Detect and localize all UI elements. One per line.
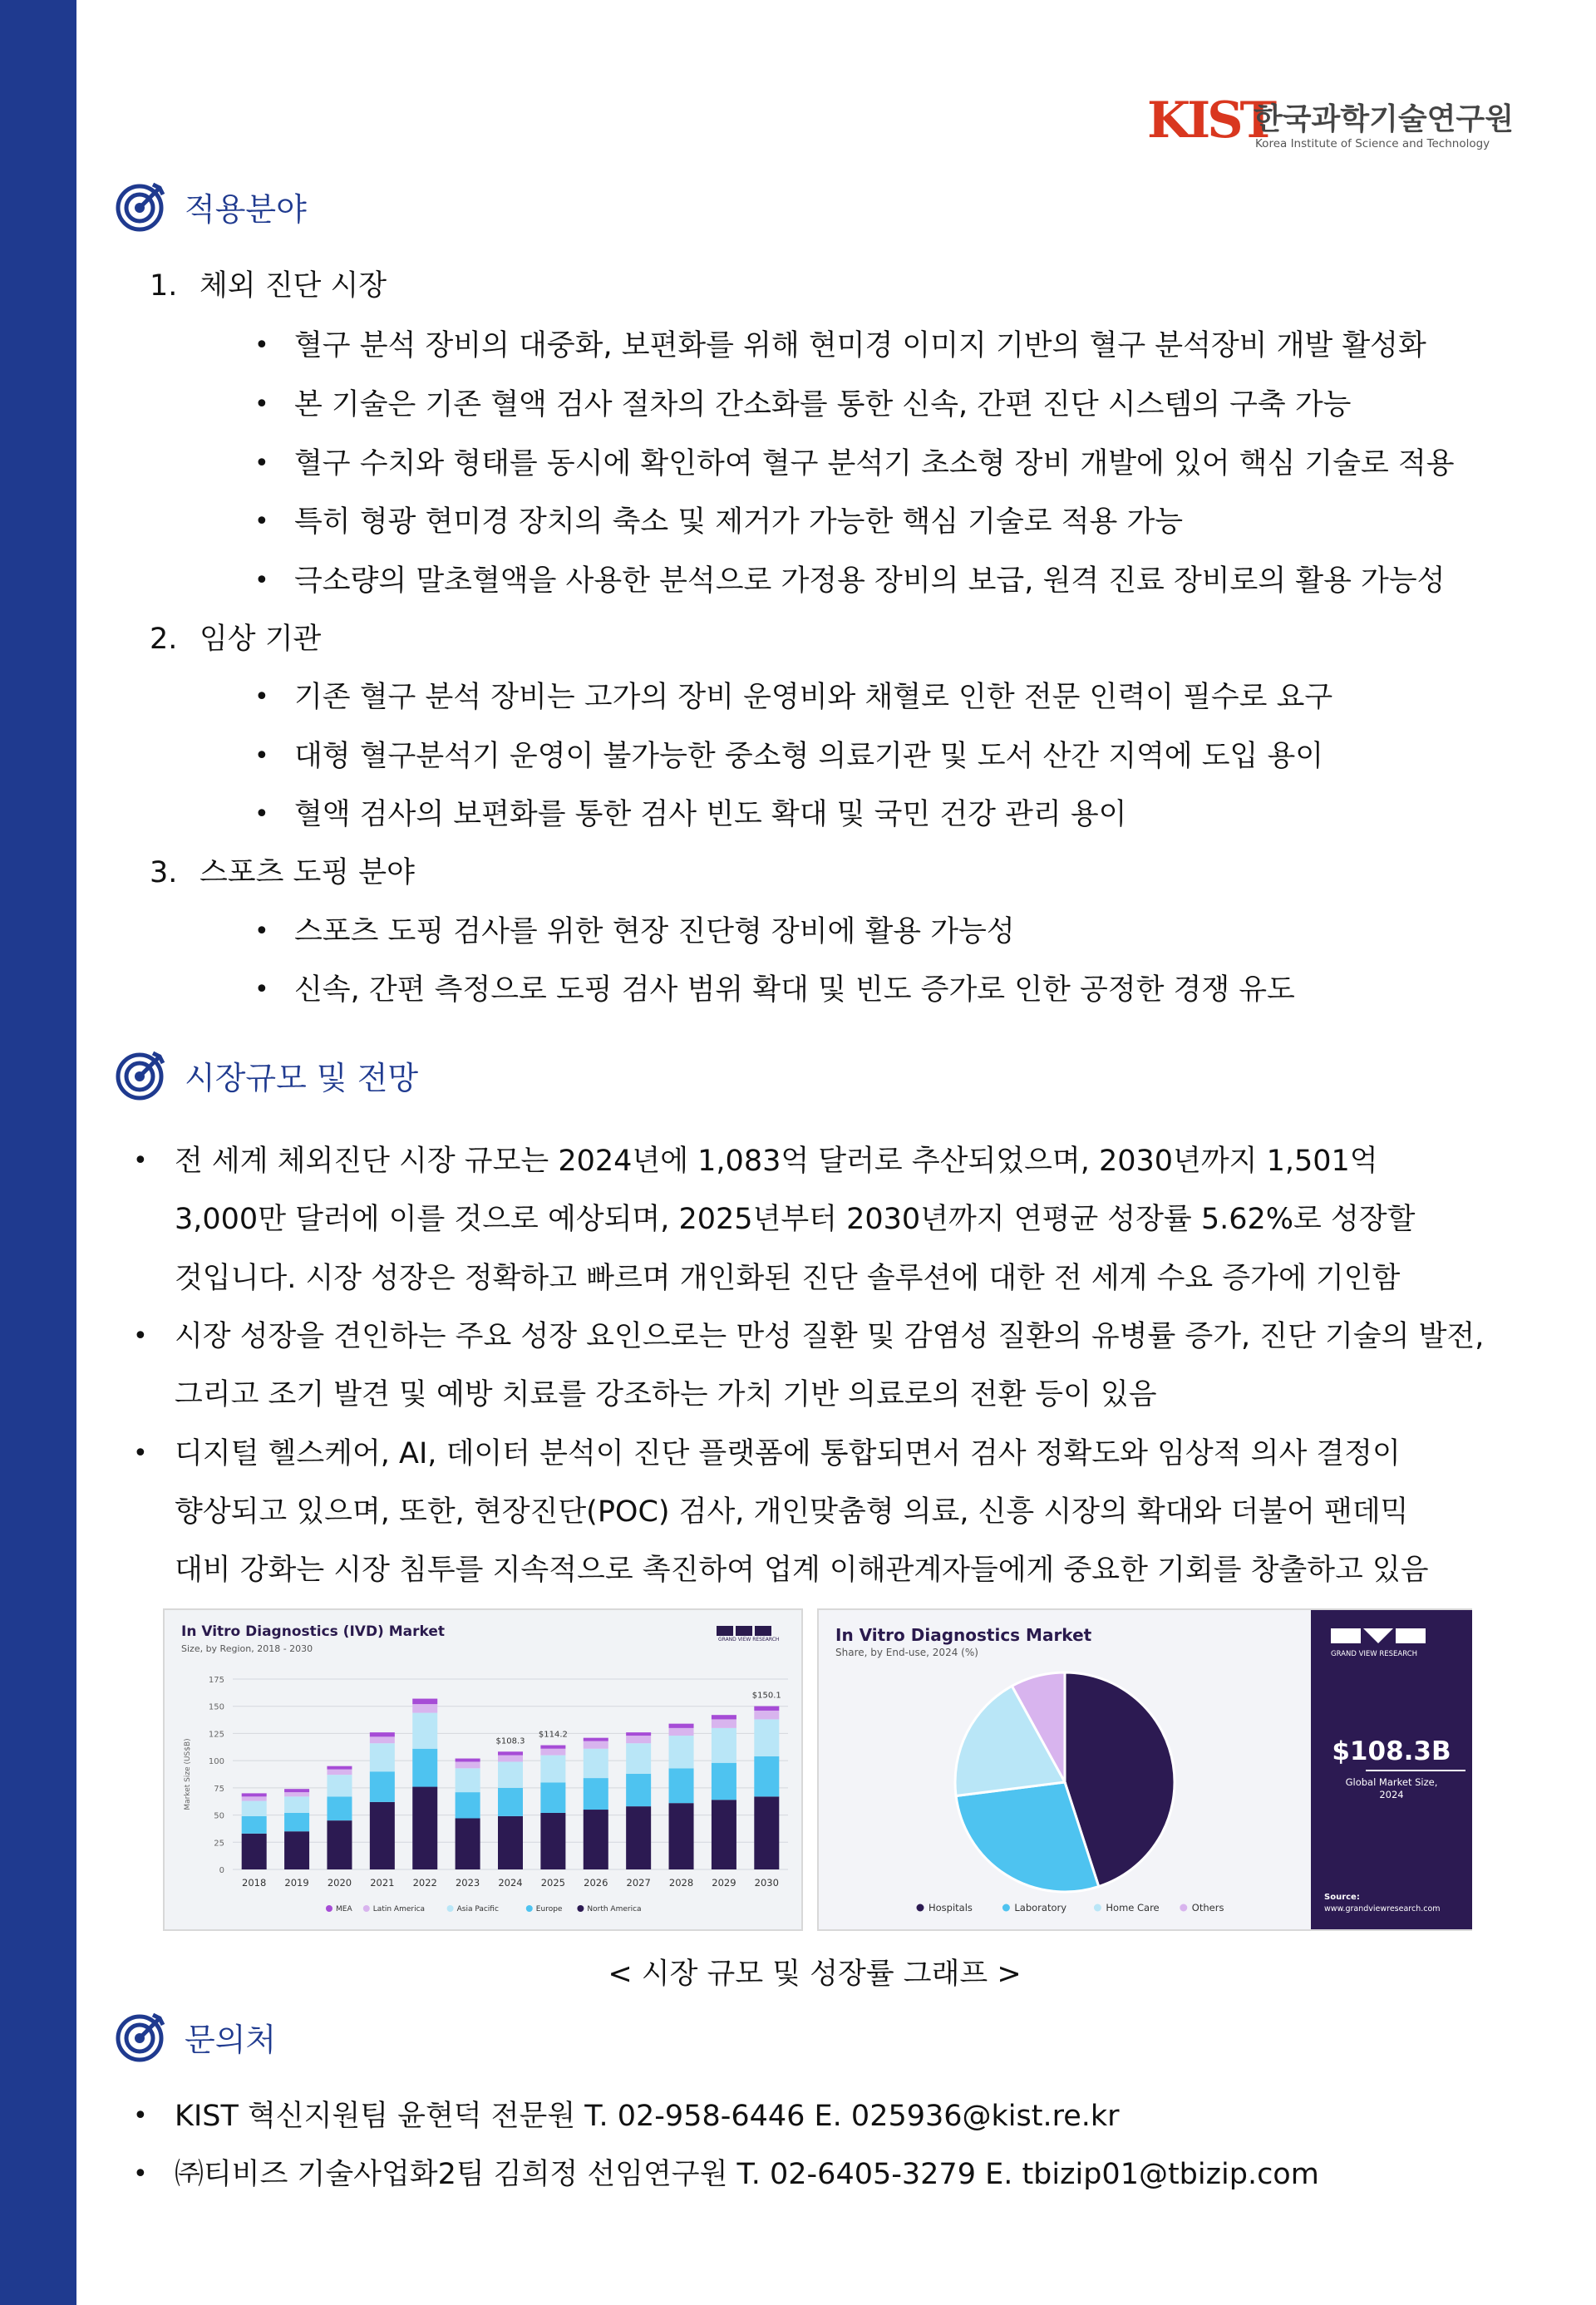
list-item: 스포츠 도핑 검사를 위한 현장 진단형 장비에 활용 가능성: [294, 915, 1015, 948]
x-tick-label: 2020: [327, 1877, 352, 1889]
bullet-dot: •: [254, 331, 269, 360]
bar-asia-pacific: [327, 1775, 352, 1796]
list-item-title: 체외 진단 시장: [200, 269, 387, 303]
bar-asia-pacific: [242, 1801, 267, 1816]
bullet-dot: •: [254, 507, 269, 536]
y-tick-label: 75: [214, 1784, 224, 1794]
bullet-dot: •: [254, 390, 269, 419]
kist-logo-english: Korea Institute of Science and Technology: [1255, 137, 1490, 150]
paragraph-line: 대비 강화는 시장 침투를 지속적으로 촉진하여 업계 이해관계자들에게 중요한 기회를 창출하고 있음: [175, 1554, 1429, 1587]
y-tick-label: 150: [208, 1702, 224, 1712]
x-tick-label: 2024: [498, 1877, 523, 1889]
list-item-title: 임상 기관: [200, 623, 322, 656]
data-label: $108.3: [495, 1736, 525, 1746]
bullet-dot: •: [133, 1439, 148, 1468]
bar-north-america: [669, 1803, 694, 1869]
bar-asia-pacific: [669, 1736, 694, 1768]
bar-north-america: [540, 1813, 565, 1869]
x-tick-label: 2023: [455, 1877, 480, 1889]
section-title: 문의처: [185, 2021, 277, 2058]
legend-swatch: [917, 1904, 924, 1912]
legend-label: Home Care: [1106, 1902, 1160, 1913]
y-tick-label: 175: [208, 1676, 224, 1685]
bar-chart: [165, 1610, 801, 1929]
bar-europe: [584, 1778, 608, 1810]
bullet-dot: •: [254, 682, 269, 712]
x-tick-label: 2019: [284, 1877, 309, 1889]
pie-chart-panel: [817, 1608, 1472, 1931]
legend-swatch: [1094, 1904, 1101, 1912]
y-tick-label: 25: [214, 1839, 224, 1849]
list-item: 신속, 간편 측정으로 도핑 검사 범위 확대 및 빈도 증가로 인한 공정한 경쟁 유도: [294, 973, 1295, 1007]
contact-item: KIST 혁신지원팀 윤현덕 전문원 T. 02-958-6446 E. 025936@kist.re.kr: [175, 2100, 1120, 2133]
legend-label: Asia Pacific: [456, 1905, 499, 1913]
pie-chart-title: In Vitro Diagnostics Market: [835, 1625, 1092, 1645]
bar-asia-pacific: [540, 1756, 565, 1783]
bar-north-america: [327, 1820, 352, 1869]
source-label: Source:: [1324, 1893, 1360, 1902]
legend-label: North America: [587, 1905, 642, 1913]
bar-mea: [669, 1724, 694, 1728]
x-tick-label: 2029: [712, 1877, 736, 1889]
y-tick-label: 50: [214, 1811, 224, 1821]
bullet-dot: •: [254, 917, 269, 946]
source-url: www.grandviewresearch.com: [1324, 1904, 1441, 1913]
y-tick-label: 125: [208, 1730, 224, 1740]
bar-latin-america: [626, 1736, 651, 1743]
bar-asia-pacific: [584, 1749, 608, 1778]
bar-north-america: [584, 1810, 608, 1869]
bullet-dot: •: [254, 741, 269, 771]
bar-north-america: [412, 1787, 437, 1869]
list-item: 대형 혈구분석기 운영이 불가능한 중소형 의료기관 및 도서 산간 지역에 도입 용이: [294, 740, 1324, 773]
target-icon: [115, 180, 168, 233]
bar-latin-america: [498, 1756, 523, 1762]
bar-mea: [626, 1732, 651, 1736]
bar-mea: [327, 1766, 352, 1770]
data-label: $114.2: [538, 1730, 568, 1740]
paragraph-line: 그리고 조기 발견 및 예방 치료를 강조하는 가치 기반 의료로의 전환 등이 있음: [175, 1378, 1157, 1411]
section-header-market: [115, 1046, 418, 1104]
list-item: 혈액 검사의 보편화를 통한 검사 빈도 확대 및 국민 건강 관리 용이: [294, 798, 1127, 831]
bar-latin-america: [242, 1796, 267, 1800]
bar-north-america: [370, 1802, 395, 1869]
bar-north-america: [754, 1796, 779, 1869]
paragraph-line: 전 세계 체외진단 시장 규모는 2024년에 1,083억 달러로 추산되었으며, 2030년까지 1,501억: [175, 1145, 1378, 1178]
bar-mea: [754, 1707, 779, 1711]
x-tick-label: 2022: [412, 1877, 437, 1889]
list-number: 1.: [150, 269, 178, 303]
bullet-dot: •: [133, 1322, 148, 1351]
bar-europe: [712, 1763, 736, 1800]
x-tick-label: 2026: [584, 1877, 608, 1889]
x-tick-label: 2028: [668, 1877, 694, 1889]
legend-label: Others: [1191, 1902, 1224, 1913]
target-icon: [115, 1048, 168, 1101]
bar-asia-pacific: [284, 1796, 309, 1813]
kist-logo-mark: KIST: [1147, 91, 1274, 150]
bullet-dot: •: [133, 2101, 148, 2130]
figure-caption: < 시장 규모 및 성장률 그래프 >: [608, 1958, 1022, 1991]
gvr-logo-text: GRAND VIEW RESEARCH: [1331, 1650, 1418, 1658]
bar-europe: [540, 1782, 565, 1813]
x-tick-label: 2018: [242, 1877, 267, 1889]
pie-chart-subtitle: Share, by End-use, 2024 (%): [835, 1647, 978, 1658]
bar-latin-america: [327, 1770, 352, 1776]
list-item: 혈구 수치와 형태를 동시에 확인하여 혈구 분석기 초소형 장비 개발에 있어 핵심 기술로 적용: [294, 447, 1455, 480]
bar-europe: [242, 1816, 267, 1834]
bar-latin-america: [669, 1728, 694, 1736]
bullet-dot: •: [254, 975, 269, 1004]
list-item: 본 기술은 기존 혈액 검사 절차의 간소화를 통한 신속, 간편 진단 시스템의 구축 가능: [294, 388, 1352, 421]
bar-europe: [456, 1792, 480, 1818]
legend-swatch: [526, 1905, 533, 1912]
bar-europe: [754, 1756, 779, 1796]
bar-north-america: [284, 1831, 309, 1869]
bar-mea: [242, 1793, 267, 1796]
paragraph-line: 3,000만 달러에 이를 것으로 예상되며, 2025년부터 2030년까지 연평균 성장률 5.62%로 성장할: [175, 1203, 1416, 1236]
bar-latin-america: [412, 1704, 437, 1712]
bar-mea: [412, 1699, 437, 1705]
bar-europe: [412, 1749, 437, 1787]
bar-mea: [284, 1789, 309, 1792]
legend-swatch: [326, 1905, 332, 1912]
paragraph-line: 디지털 헬스케어, AI, 데이터 분석이 진단 플랫폼에 통합되면서 검사 정확도와 임상적 의사 결정이: [175, 1437, 1401, 1470]
bar-north-america: [242, 1834, 267, 1869]
gvr-logo-text: GRAND VIEW RESEARCH: [718, 1637, 780, 1643]
bar-mea: [456, 1759, 480, 1762]
bar-north-america: [626, 1806, 651, 1869]
callout-divider: [1366, 1770, 1465, 1771]
x-tick-label: 2021: [370, 1877, 395, 1889]
bar-europe: [284, 1813, 309, 1831]
legend-label: Latin America: [372, 1905, 426, 1913]
kist-logo-korean: 한국과학기술연구원: [1254, 102, 1514, 136]
bullet-dot: •: [133, 1146, 148, 1175]
bar-asia-pacific: [712, 1728, 736, 1763]
bar-asia-pacific: [370, 1743, 395, 1771]
legend-swatch: [363, 1905, 370, 1912]
market-size-value: $108.3B: [1332, 1736, 1451, 1766]
legend-label: MEA: [336, 1905, 352, 1913]
pie-chart: [819, 1610, 1318, 1929]
bar-north-america: [712, 1800, 736, 1869]
bar-chart-title: In Vitro Diagnostics (IVD) Market: [181, 1623, 446, 1640]
target-icon: [115, 2010, 168, 2063]
y-tick-label: 100: [208, 1757, 224, 1767]
x-tick-label: 2025: [540, 1877, 566, 1889]
bar-mea: [498, 1751, 523, 1755]
bar-chart-subtitle: Size, by Region, 2018 - 2030: [181, 1643, 313, 1654]
x-tick-label: 2030: [754, 1877, 779, 1889]
gvr-logo-white: [1331, 1628, 1426, 1647]
y-axis-label: Market Size (US$B): [184, 1738, 192, 1810]
section-title: 시장규모 및 전망: [185, 1059, 419, 1096]
bar-europe: [370, 1771, 395, 1802]
bar-asia-pacific: [498, 1761, 523, 1787]
bullet-dot: •: [133, 2160, 148, 2189]
market-size-callout: [1311, 1610, 1472, 1929]
bar-latin-america: [584, 1741, 608, 1749]
bar-mea: [370, 1732, 395, 1736]
bar-latin-america: [754, 1711, 779, 1719]
bar-latin-america: [540, 1749, 565, 1756]
legend-label: Laboratory: [1014, 1902, 1067, 1913]
list-number: 2.: [150, 623, 178, 656]
bar-asia-pacific: [754, 1719, 779, 1756]
paragraph-line: 향상되고 있으며, 또한, 현장진단(POC) 검사, 개인맞춤형 의료, 신흥 시장의 확대와 더불어 팬데믹: [175, 1495, 1409, 1529]
list-number: 3.: [150, 856, 178, 889]
data-label: $150.1: [751, 1691, 781, 1701]
bar-europe: [327, 1796, 352, 1820]
section-title: 적용분야: [185, 190, 307, 228]
bar-latin-america: [456, 1761, 480, 1768]
section-header-contact: [115, 2007, 276, 2066]
paragraph-line: 시장 성장을 견인하는 주요 성장 요인으로는 만성 질환 및 감염성 질환의 유병률 증가, 진단 기술의 발전,: [175, 1320, 1485, 1353]
bar-mea: [584, 1738, 608, 1741]
legend-swatch: [1002, 1904, 1010, 1912]
market-size-label: Global Market Size, 2024: [1345, 1776, 1438, 1800]
legend-swatch: [1180, 1904, 1187, 1912]
list-item-title: 스포츠 도핑 분야: [200, 856, 415, 889]
list-item: 특히 형광 현미경 장치의 축소 및 제거가 가능한 핵심 기술로 적용 가능: [294, 505, 1184, 539]
legend-label: Europe: [535, 1905, 563, 1913]
bar-north-america: [498, 1816, 523, 1869]
legend-swatch: [447, 1905, 454, 1912]
bar-europe: [626, 1774, 651, 1806]
bar-asia-pacific: [626, 1743, 651, 1774]
bar-asia-pacific: [456, 1768, 480, 1792]
list-item: 극소량의 말초혈액을 사용한 분석으로 가정용 장비의 보급, 원격 진료 장비로의 활용 가능성: [294, 564, 1446, 598]
y-tick-label: 0: [219, 1866, 224, 1875]
bullet-dot: •: [254, 449, 269, 478]
bar-asia-pacific: [412, 1713, 437, 1749]
bar-mea: [540, 1746, 565, 1749]
list-item: 혈구 분석 장비의 대중화, 보편화를 위해 현미경 이미지 기반의 혈구 분석장비 개발 활성화: [294, 329, 1426, 362]
bar-north-america: [456, 1818, 480, 1869]
contact-item: ㈜티비즈 기술사업화2팀 김희정 선임연구원 T. 02-6405-3279 E. tbizip01@tbizip.com: [175, 2158, 1319, 2191]
bar-latin-america: [712, 1719, 736, 1727]
bar-latin-america: [284, 1792, 309, 1796]
bullet-dot: •: [254, 800, 269, 829]
kist-logo: [1147, 79, 1514, 170]
x-tick-label: 2027: [626, 1877, 651, 1889]
bar-chart-panel: [163, 1608, 803, 1931]
paragraph-line: 것입니다. 시장 성장은 정확하고 빠르며 개인화된 진단 솔루션에 대한 전 세계 수요 증가에 기인함: [175, 1262, 1401, 1295]
bar-europe: [498, 1788, 523, 1816]
bar-latin-america: [370, 1736, 395, 1743]
list-item: 기존 혈구 분석 장비는 고가의 장비 운영비와 채혈로 인한 전문 인력이 필수로 요구: [294, 681, 1333, 714]
legend-swatch: [577, 1905, 584, 1912]
section-header-application: [115, 177, 307, 235]
legend-label: Hospitals: [929, 1902, 973, 1913]
bar-europe: [669, 1768, 694, 1803]
bullet-dot: •: [254, 566, 269, 595]
bar-mea: [712, 1715, 736, 1719]
